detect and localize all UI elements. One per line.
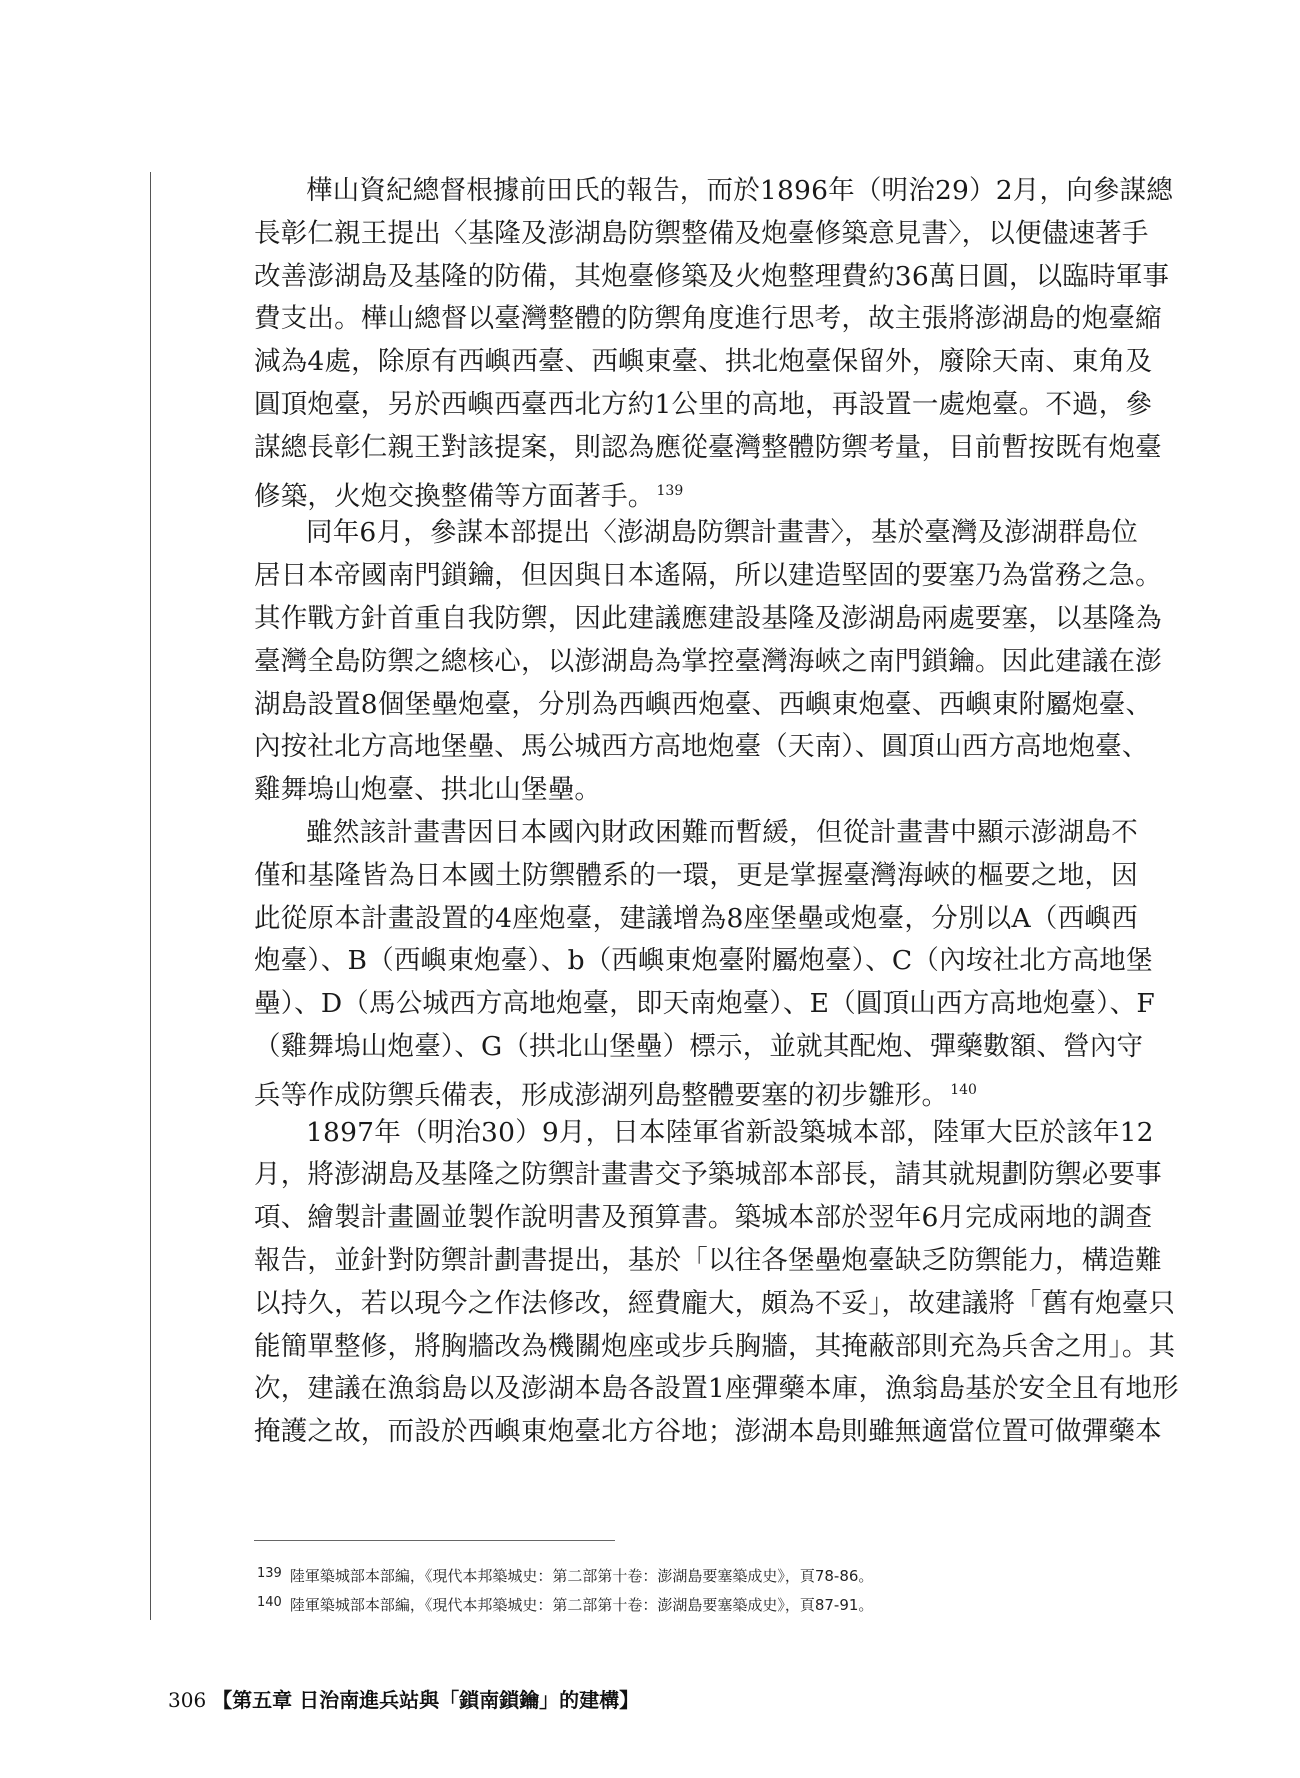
paragraph-line: [254, 1069, 1138, 1112]
line-text: 同年6月，參謀本部提出〈澎湖島防禦計畫書〉，基於臺灣及澎湖群島位: [306, 517, 1138, 549]
paragraph: [254, 812, 1155, 1112]
line-text: 圓頂炮臺，另於西嶼西臺西北方約1公里的高地，再設置一處炮臺。不過，參: [254, 388, 1153, 420]
paragraph-line: [254, 427, 1162, 470]
paragraph-line: [254, 898, 1138, 941]
footnote-text: 陸軍築城部本部編，《現代本邦築城史：第二部第十卷：澎湖島要塞築成史》，頁87-91。: [289, 1596, 874, 1614]
paragraph-line: [254, 1283, 1176, 1326]
paragraph: [254, 170, 1174, 512]
paragraph: [254, 512, 1162, 812]
line-text: 費支出。樺山總督以臺灣整體的防禦角度進行思考，故主張將澎湖島的炮臺縮: [254, 303, 1162, 335]
line-text: 壘）、D（馬公城西方高地炮臺，即天南炮臺）、E（圓頂山西方高地炮臺）、F: [254, 988, 1155, 1020]
paragraph-line: [254, 1026, 1144, 1069]
paragraph-line: [254, 598, 1162, 641]
body-text: [254, 170, 1179, 1454]
line-text: 次，建議在漁翁島以及澎湖本島各設置1座彈藥本庫，漁翁島基於安全且有地形: [254, 1373, 1179, 1405]
margin-rule: [150, 172, 151, 1620]
footnote: [257, 1559, 1137, 1588]
line-text: 居日本帝國南門鎖鑰，但因與日本遙隔，所以建造堅固的要塞乃為當務之急。: [254, 560, 1162, 592]
line-text: 1897年（明治30）9月，日本陸軍省新設築城本部，陸軍大臣於該年12: [306, 1116, 1154, 1148]
paragraph-line: [254, 1112, 1154, 1155]
paragraph-line: [254, 1240, 1162, 1283]
paragraph-line: [254, 812, 1138, 855]
page-footer: [168, 1684, 639, 1713]
paragraph-line: [254, 213, 1149, 256]
line-text: 改善澎湖島及基隆的防備，其炮臺修築及火炮整理費約36萬日圓，以臨時軍事: [254, 260, 1170, 292]
footnote-text: 陸軍築城部本部編，《現代本邦築城史：第二部第十卷：澎湖島要塞築成史》，頁78-86。: [289, 1567, 874, 1585]
footnote-reference[interactable]: 140: [950, 1081, 977, 1098]
line-text: 臺灣全島防禦之總核心，以澎湖島為掌控臺灣海峽之南門鎖鑰。因此建議在澎: [254, 645, 1162, 677]
paragraph-line: [254, 684, 1153, 727]
line-text: 長彰仁親王提出〈基隆及澎湖島防禦整備及炮臺修築意見書〉，以便儘速著手: [254, 217, 1149, 249]
footnote-number: 140: [257, 1595, 282, 1610]
footnote: [257, 1588, 1137, 1617]
paragraph-line: [254, 470, 1138, 513]
paragraph-line: [254, 1368, 1179, 1411]
chapter-title: 【第五章 日治南進兵站與「鎖南鎖鑰」的建構】: [212, 1688, 640, 1712]
footnote-divider: [254, 1540, 615, 1541]
line-text: 謀總長彰仁親王對該提案，則認為應從臺灣整體防禦考量，目前暫按既有炮臺: [254, 431, 1162, 463]
paragraph-line: [254, 1197, 1153, 1240]
paragraph-line: [254, 940, 1153, 983]
paragraph-line: [254, 1154, 1162, 1197]
line-text: 雞舞塢山炮臺、拱北山堡壘。: [254, 774, 602, 806]
paragraph-line: [254, 298, 1162, 341]
footnotes: [257, 1559, 1137, 1617]
paragraph-line: [254, 170, 1174, 213]
line-text: 僅和基隆皆為日本國土防禦體系的一環，更是掌握臺灣海峽的樞要之地，因: [254, 859, 1138, 891]
line-text: 內按社北方高地堡壘、馬公城西方高地炮臺（天南）、圓頂山西方高地炮臺、: [254, 731, 1149, 763]
paragraph-line: [254, 641, 1162, 684]
paragraph-line: [254, 1411, 1162, 1454]
paragraph-line: [254, 983, 1155, 1026]
line-text: 其作戰方針首重自我防禦，因此建議應建設基隆及澎湖島兩處要塞，以基隆為: [254, 602, 1162, 634]
line-text: 掩護之故，而設於西嶼東炮臺北方谷地；澎湖本島則雖無適當位置可做彈藥本: [254, 1416, 1162, 1448]
line-text: （雞舞塢山炮臺）、G（拱北山堡壘）標示，並就其配炮、彈藥數額、營內守: [254, 1030, 1144, 1062]
paragraph-line: [254, 855, 1138, 898]
paragraph-line: [254, 726, 1149, 769]
page-number: 306: [168, 1688, 207, 1712]
line-text: 此從原本計畫設置的4座炮臺，建議增為8座堡壘或炮臺，分別以A（西嶼西: [254, 902, 1138, 934]
line-text: 報告，並針對防禦計劃書提出，基於「以往各堡壘炮臺缺乏防禦能力，構造難: [254, 1244, 1162, 1276]
paragraph-line: [254, 512, 1138, 555]
paragraph: [254, 1112, 1179, 1454]
line-text: 能簡單整修，將胸牆改為機關炮座或步兵胸牆，其掩蔽部則充為兵舍之用」。其: [254, 1330, 1176, 1362]
line-text: 炮臺）、B（西嶼東炮臺）、b（西嶼東炮臺附屬炮臺）、C（內垵社北方高地堡: [254, 945, 1153, 977]
paragraph-line: [254, 256, 1170, 299]
paragraph-line: [254, 341, 1153, 384]
paragraph-line: [254, 1326, 1176, 1369]
paragraph-line: [254, 769, 1138, 812]
line-text: 修築，火炮交換整備等方面著手。: [254, 480, 655, 512]
line-text: 月，將澎湖島及基隆之防禦計畫書交予築城部本部長，請其就規劃防禦必要事: [254, 1159, 1162, 1191]
line-text: 樺山資紀總督根據前田氏的報告，而於1896年（明治29）2月，向參謀總: [306, 175, 1174, 206]
line-text: 湖島設置8個堡壘炮臺，分別為西嶼西炮臺、西嶼東炮臺、西嶼東附屬炮臺、: [254, 688, 1153, 720]
line-text: 減為4處，除原有西嶼西臺、西嶼東臺、拱北炮臺保留外，廢除天南、東角及: [254, 346, 1153, 378]
footnote-reference[interactable]: 139: [656, 482, 684, 499]
line-text: 以持久，若以現今之作法修改，經費龐大，頗為不妥」，故建議將「舊有炮臺只: [254, 1287, 1176, 1319]
paragraph-line: [254, 555, 1162, 598]
line-text: 項、繪製計畫圖並製作說明書及預算書。築城本部於翌年6月完成兩地的調查: [254, 1202, 1153, 1234]
line-text: 雖然該計畫書因日本國內財政困難而暫緩，但從計畫書中顯示澎湖島不: [306, 816, 1138, 848]
paragraph-line: [254, 384, 1153, 427]
line-text: 兵等作成防禦兵備表，形成澎湖列島整體要塞的初步雛形。: [254, 1079, 949, 1111]
footnote-number: 139: [257, 1566, 282, 1581]
